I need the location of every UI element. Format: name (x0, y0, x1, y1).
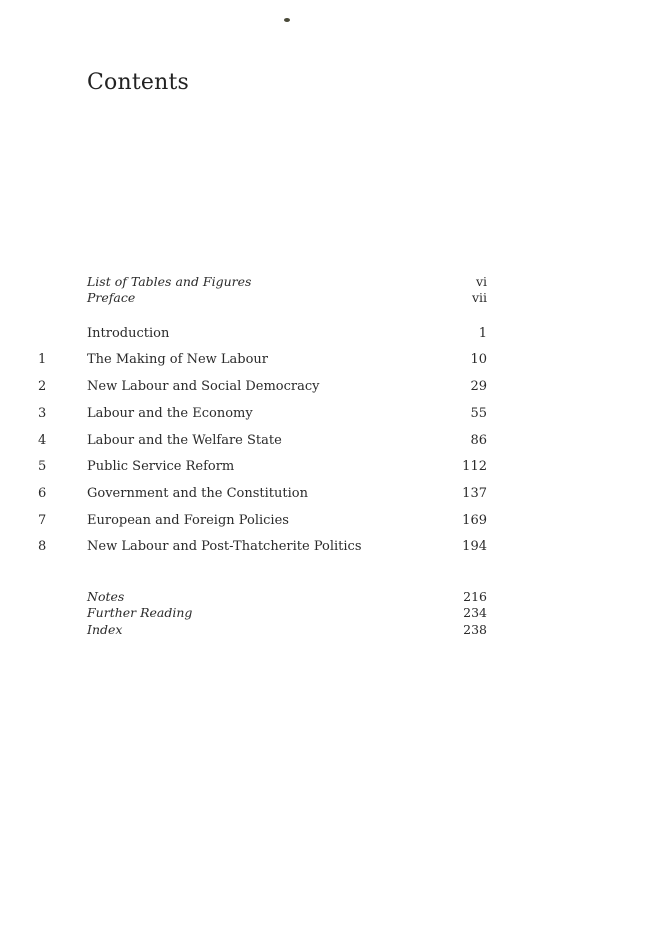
chapter-title: New Labour and Post-Thatcherite Politics (87, 539, 362, 554)
toc-chapter-8[interactable] (0, 538, 645, 556)
chapter-page: 194 (462, 539, 487, 554)
toc-chapter-7[interactable] (0, 512, 645, 530)
toc-entry-title: List of Tables and Figures (87, 274, 252, 289)
toc-entry-title: Notes (87, 589, 125, 604)
chapter-page: 169 (462, 513, 487, 528)
chapter-title: Government and the Constitution (87, 486, 308, 501)
toc-entry-introduction[interactable] (0, 325, 645, 343)
toc-entry-title: Introduction (87, 326, 170, 341)
toc-chapter-3[interactable] (0, 405, 645, 423)
page-title: Contents (87, 70, 190, 95)
chapter-number: 6 (38, 486, 47, 501)
chapter-title: The Making of New Labour (87, 352, 269, 367)
chapter-title: New Labour and Social Democracy (87, 379, 320, 394)
toc-entry-page: 216 (463, 589, 487, 604)
chapter-page: 112 (462, 459, 487, 474)
chapter-title: European and Foreign Policies (87, 513, 289, 528)
chapter-number: 1 (38, 352, 47, 367)
chapter-number: 3 (38, 406, 47, 421)
chapter-page: 10 (470, 352, 487, 367)
chapter-number: 7 (38, 513, 47, 528)
chapter-number: 2 (38, 379, 47, 394)
toc-entry-title: Index (87, 622, 123, 637)
toc-chapter-6[interactable] (0, 485, 645, 503)
toc-chapter-2[interactable] (0, 378, 645, 396)
chapter-title: Labour and the Economy (87, 406, 253, 421)
toc-entry-page: vi (475, 274, 487, 289)
toc-entry-title: Further Reading (87, 605, 193, 620)
chapter-page: 86 (470, 433, 487, 448)
chapter-number: 5 (38, 459, 47, 474)
chapter-page: 137 (462, 486, 487, 501)
toc-entry-page: 1 (478, 326, 487, 341)
chapter-number: 4 (38, 433, 47, 448)
toc-entry-page: 234 (463, 605, 487, 620)
toc-entry-title: Preface (87, 290, 136, 305)
toc-entry-page: vii (471, 290, 487, 305)
chapter-title: Public Service Reform (87, 459, 235, 474)
chapter-page: 55 (470, 406, 487, 421)
toc-entry-preface[interactable] (0, 289, 645, 307)
chapter-number: 8 (38, 539, 47, 554)
toc-entry-page: 238 (463, 622, 487, 637)
toc-entry-index[interactable] (0, 621, 645, 639)
toc-chapter-1[interactable] (0, 351, 645, 369)
toc-entry-further-reading[interactable] (0, 604, 645, 622)
toc-chapter-4[interactable] (0, 432, 645, 450)
ink-speck (284, 18, 290, 22)
chapter-title: Labour and the Welfare State (87, 433, 282, 448)
toc-chapter-5[interactable] (0, 458, 645, 476)
chapter-page: 29 (470, 379, 487, 394)
